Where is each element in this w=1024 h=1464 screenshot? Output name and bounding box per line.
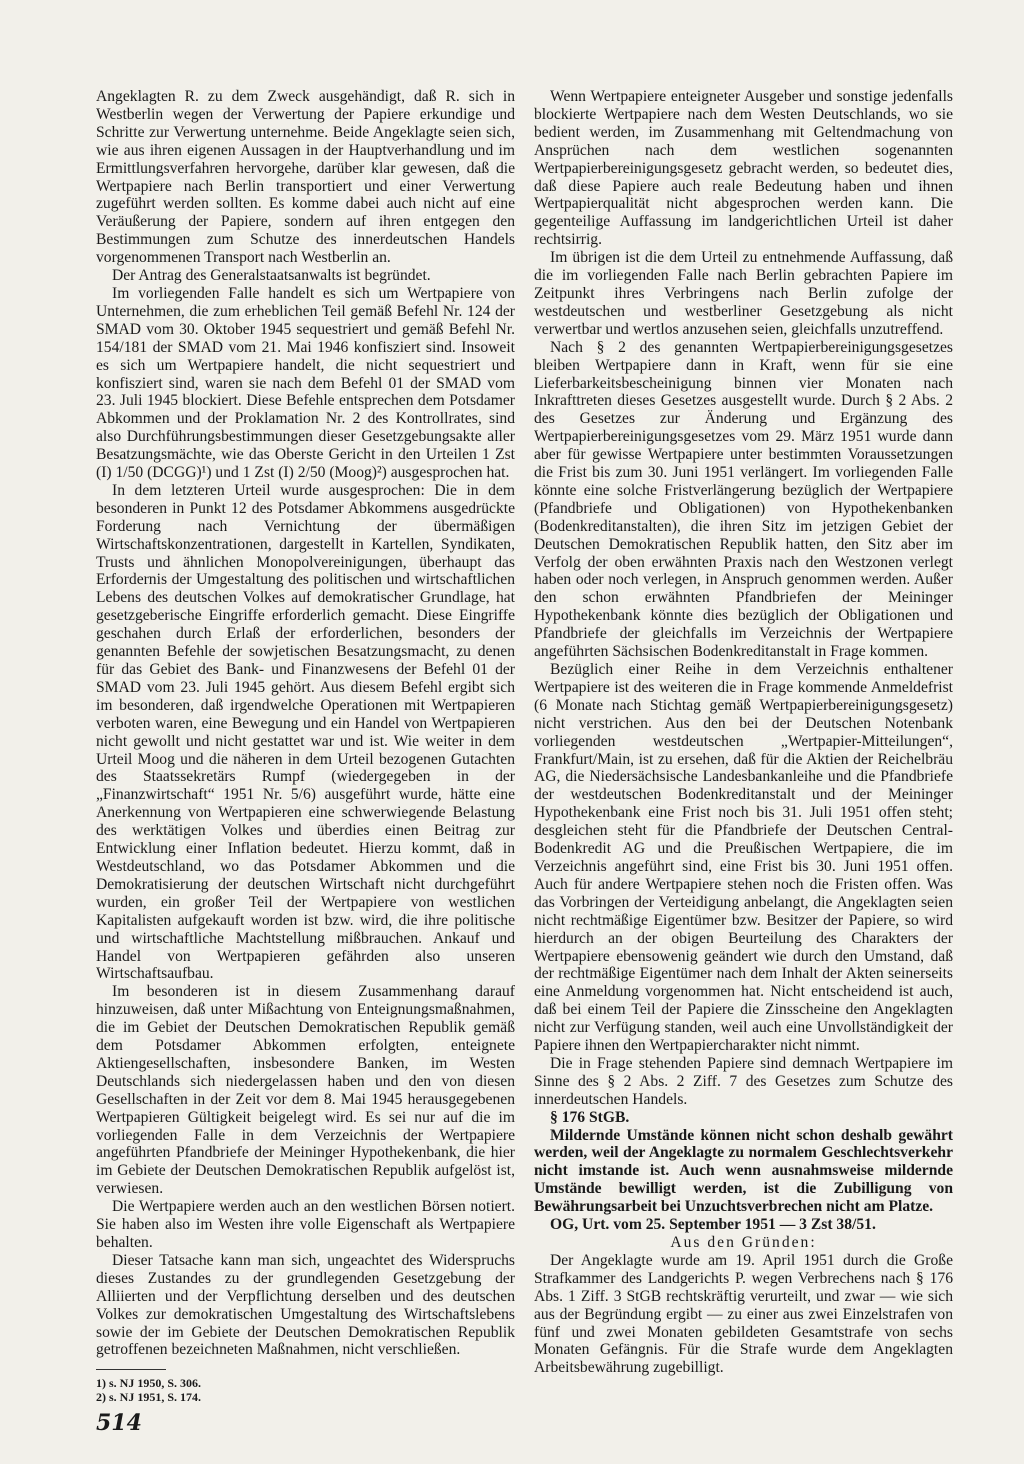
paragraph: Die Wertpapiere werden auch an den westlichen Börsen notiert. Sie haben also im Westen ihre volle Eigenschaft als Wertpapiere behalten. [96, 1198, 515, 1251]
paragraph: Bezüglich einer Reihe in dem Verzeichnis enthaltener Wertpapiere ist des weiteren die in Frage kommende Anmeldefrist (6 Monate nach Stichtag gemäß Wertpapierbereinigungsgesetz) nicht verstrichen. Aus den bei der Deutschen Notenbank vorliegenden westdeutschen „Wertpapier-Mitteilungen“, Frankfurt/Main, ist zu ersehen, daß für die Aktien der Reichelbräu AG, die Niedersächsische Landesbankanleihe und die Pfandbriefe der westdeutschen Bodenkreditanstalt und der Meininger Hypothekenbank eine Frist noch bis 31. Juli 1951 offen steht; desgleichen steht für die Pfandbriefe der Deutschen Central-Bodenkredit AG und die Preußischen Wertpapiere, die im Verzeichnis angeführt sind, eine Frist bis 30. Juni 1951 offen. Auch für andere Wertpapiere stehen noch die Fristen offen. Was das Vorbringen der Verteidigung anbelangt, die Angeklagten seien nicht rechtmäßige Eigentümer bzw. Besitzer der Papiere, so wird hierdurch an der obigen Beurteilung des Charakters der Wertpapiere ebensowenig geändert wie durch den Umstand, daß der rechtmäßige Eigentümer nach dem Inhalt der Akten seinerseits eine Anmeldung vorgenommen hat. Nicht entscheidend ist auch, daß bei einem Teil der Papiere die Zinsscheine den Angeklagten nicht zur Verfügung standen, weil auch eine Unvollständigkeit der Papiere ihnen den Wertpapiercharakter nicht nimmt. [534, 661, 953, 1055]
left-column [96, 88, 515, 1404]
page-number: 514 [96, 1410, 142, 1436]
footnote: 1) s. NJ 1950, S. 306. [96, 1376, 202, 1391]
paragraph: Im besonderen ist in diesem Zusammenhang darauf hinzuweisen, daß unter Mißachtung von Enteignungsmaßnahmen, die im Gebiet der Deutschen Demokratischen Republik gemäß dem Potsdamer Abkommen erfolgten, enteignete Aktiengesellschaften, insbesondere Banken, im Westen Deutschlands sich niedergelassen haben und den von diesen Gesellschaften in der Zeit vor dem 8. Mai 1945 herausgegebenen Wertpapieren Gültigkeit beigelegt wird. Es sei nur auf die im vorliegenden Falle in dem Verzeichnis der Wertpapiere angeführten Pfandbriefe der Meininger Hypothekenbank, die hier im Gebiete der Deutschen Demokratischen Republik aufgelöst ist, verwiesen. [96, 983, 515, 1198]
paragraph: Der Angeklagte wurde am 19. April 1951 durch die Große Strafkammer des Landgerichts P. wegen Verbrechens nach § 176 Abs. 1 Ziff. 3 StGB rechtskräftig verurteilt, und zwar — wie sich aus der Begründung ergibt — zu einer aus zwei Einzelstrafen von fünf und zwei Monaten gebildeten Gesamtstrafe von sechs Monaten Gefängnis. Für die Strafe wurde dem Angeklagten Arbeitsbewährung zugebilligt. [534, 1251, 953, 1377]
court-citation: OG, Urt. vom 25. September 1951 — 3 Zst 38/51. [550, 1216, 876, 1234]
paragraph: Die in Frage stehenden Papiere sind demnach Wertpapiere im Sinne des § 2 Abs. 2 Ziff. 7 des Gesetzes zum Schutze des innerdeutschen Handels. [534, 1054, 953, 1108]
section-heading: § 176 StGB. [550, 1108, 630, 1126]
paragraph: Wenn Wertpapiere enteigneter Ausgeber und sonstige jedenfalls blockierte Wertpapiere nach dem Westen Deutschlands, wo sie bedient werden, im Zusammenhang mit Geltendmachung von Ansprüchen nach dem westlichen sogenannten Wertpapierbereinigungsgesetz gebracht werden, so bedeutet dies, daß diese Papiere auch reale Bedeutung haben und ihnen Wertpapierqualität nicht abgesprochen werden kann. Die gegenteilige Auffassung im landgerichtlichen Urteil ist daher rechtsirrig. [534, 88, 953, 249]
footnote-rule [96, 1369, 166, 1374]
paragraph: Nach § 2 des genannten Wertpapierbereinigungsgesetzes bleiben Wertpapiere dann in Kraft, wenn für sie eine Lieferbarkeitsbescheinigung binnen vier Monaten nach Inkrafttreten dieses Gesetzes ausgestellt wurde. Durch § 2 Abs. 2 des Gesetzes zur Änderung und Ergänzung des Wertpapierbereinigungsgesetzes vom 29. März 1951 wurde dann aber für gewisse Wertpapiere unter bestimmten Voraussetzungen die Frist bis zum 30. Juni 1951 verlängert. Im vorliegenden Falle könnte eine solche Fristverlängerung bezüglich der Wertpapiere (Pfandbriefe und Obligationen) von Hypothekenbanken (Bodenkreditanstalten), die ihren Sitz im jetzigen Gebiet der Deutschen Demokratischen Republik hatten, den Sitz aber im Verfolg der oben erwähnten Praxis nach den Westzonen verlegt haben oder noch verlegen, in Anspruch genommen werden. Außer den schon erwähnten Pfandbriefen der Meininger Hypothekenbank könnte dies bezüglich der Obligationen und Pfandbriefe der gleichfalls im Verzeichnis der Wertpapiere angeführten Sächsischen Bodenkreditanstalt in Frage kommen. [534, 338, 953, 661]
footnote: 2) s. NJ 1951, S. 174. [96, 1390, 202, 1405]
paragraph: Im übrigen ist die dem Urteil zu entnehmende Auffassung, daß die im vorliegenden Falle nach Berlin gebrachten Papiere im Zeitpunkt ihres Verbringens nach Berlin zufolge der westdeutschen und westberliner Gesetzgebung als nicht verwertbar und wertlos anzusehen seien, gleichfalls unzutreffend. [534, 249, 953, 338]
footnotes [96, 1376, 515, 1404]
grounds-heading: Aus den Gründen: [670, 1234, 817, 1251]
headnote: Mildernde Umstände können nicht schon deshalb gewährt werden, weil der Angeklagte zu normalem Geschlechtsverkehr nicht imstande ist. Auch wenn ausnahmsweise mildernde Umstände bewilligt werden, ist die Zubilligung von Bewährungsarbeit bei Unzuchtsverbrechen nicht am Platze. [534, 1126, 953, 1216]
paragraph: Im vorliegenden Falle handelt es sich um Wertpapiere von Unternehmen, die zum erheblichen Teil gemäß Befehl Nr. 124 der SMAD vom 30. Oktober 1945 sequestriert und gemäß Befehl Nr. 154/181 der SMAD vom 21. Mai 1946 konfisziert sind. Insoweit es sich um Wertpapiere handelt, die nicht sequestriert und konfisziert sind, waren sie nach dem Befehl 01 der SMAD vom 23. Juli 1945 blockiert. Diese Befehle entsprechen dem Potsdamer Abkommen und der Proklamation Nr. 2 des Kontrollrates, sind also Durchführungsbestimmungen dieser Gesetzgebungsakte aller Besatzungsmächte, wie das Oberste Gericht in den Urteilen 1 Zst (I) 1/50 (DCGG)¹) und 1 Zst (I) 2/50 (Moog)²) ausgesprochen hat. [96, 284, 515, 482]
right-column [534, 88, 953, 1377]
paragraph: In dem letzteren Urteil wurde ausgesprochen: Die in dem besonderen in Punkt 12 des Potsdamer Abkommens ausgedrückte Forderung nach Vernichtung der übermäßigen Wirtschaftskonzentrationen, dargestellt in Kartellen, Syndikaten, Trusts und ähnlichen Monopolvereinigungen, überhaupt das Erfordernis der Umgestaltung des politischen und wirtschaftlichen Lebens des deutschen Volkes auf demokratischer Grundlage, hat gesetzgeberische Eingriffe erforderlich gemacht. Diese Eingriffe geschahen durch Erlaß der erforderlichen, besonders der genannten Befehle der sowjetischen Besatzungsmacht, zu denen für das Gebiet des Bank- und Finanzwesens der Befehl 01 der SMAD vom 23. Juli 1945 gehört. Aus diesem Befehl ergibt sich im besonderen, daß irgendwelche Operationen mit Wertpapieren verboten waren, eine Bewegung und ein Handel von Wertpapieren nicht gewollt und nicht gestattet war und ist. Wie weiter in dem Urteil Moog und die näheren in dem Urteil bezogenen Gutachten des Staatssekretärs Rumpf (wiedergegeben in der „Finanzwirtschaft“ 1951 Nr. 5/6) ausgeführt wurde, hätte eine Anerkennung von Wertpapieren eine schwerwiegende Belastung des werktätigen Volkes und überdies einen Beitrag zur Entwicklung einer Inflation bedeutet. Hierzu kommt, daß in Westdeutschland, wo das Potsdamer Abkommen und die Demokratisierung der deutschen Wirtschaft nicht durchgeführt wurden, ein großer Teil der Wertpapiere von westlichen Kapitalisten aufgekauft worden ist bzw. wird, die ihre politische und wirtschaftliche Machtstellung mißbrauchen. Ankauf und Handel von Wertpapieren gefährden also unseren Wirtschaftsaufbau. [96, 481, 515, 983]
paragraph: Dieser Tatsache kann man sich, ungeachtet des Widerspruchs dieses Zustandes zu der grundlegenden Gesetzgebung der Alliierten und der Verpflichtung derselben und des deutschen Volkes zur demokratischen Umgestaltung des Wirtschaftslebens sowie der im Gebiete der Deutschen Demokratischen Republik getroffenen bezeichneten Maßnahmen, nicht verschließen. [96, 1251, 515, 1359]
paragraph: Angeklagten R. zu dem Zweck ausgehändigt, daß R. sich in Westberlin wegen der Verwertung der Papiere erkundige und Schritte zur Verwertung unternehme. Beide Angeklagte seien sich, wie aus ihren eigenen Aussagen in der Hauptverhandlung und im Ermittlungsverfahren hervorgehe, darüber klar gewesen, daß die Wertpapiere nach Berlin transportiert und einer Verwertung zugeführt werden sollten. Es komme dabei auch nicht auf eine Veräußerung der Papiere, sondern auf ihren entgegen den Bestimmungen zum Schutze des innerdeutschen Handels vorgenommenen Transport nach Westberlin an. [96, 88, 515, 267]
paragraph: Der Antrag des Generalstaatsanwalts ist begründet. [112, 267, 431, 285]
